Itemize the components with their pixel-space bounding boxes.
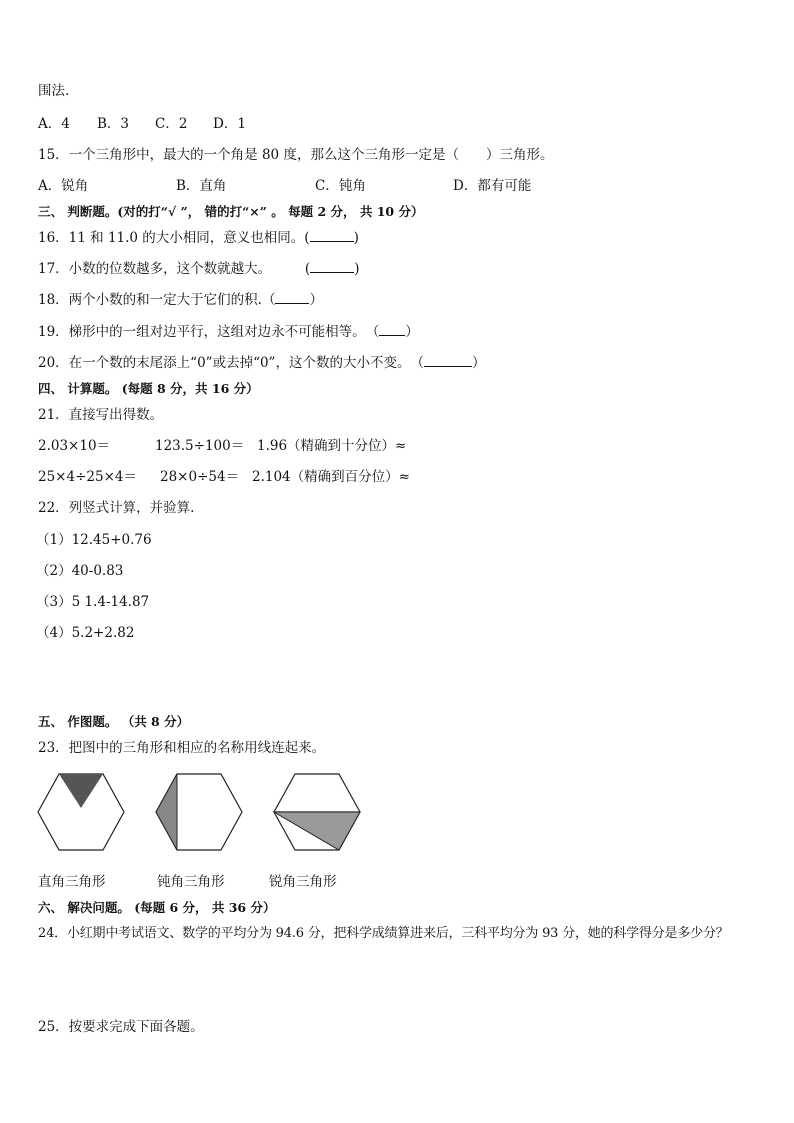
answer-paren[interactable]: （ ） <box>365 324 419 340</box>
judge-17-text: 17．小数的位数越多，这个数就越大。 <box>38 261 292 277</box>
q21-item: 2.104（精确到百分位）≈ <box>252 469 410 485</box>
q15-question: 15．一个三角形中，最大的一个角是 80 度，那么这个三角形一定是（ ）三角形。 <box>38 147 554 163</box>
judge-18 <box>38 291 323 309</box>
answer-paren[interactable]: ( ) <box>304 230 359 246</box>
q21-item: 28×0÷54＝ <box>160 469 240 485</box>
section-6-heading: 六、 解决问题。 (每题 6 分， 共 36 分） <box>38 900 276 915</box>
q14-option-b: B．3 <box>97 116 130 132</box>
judge-16 <box>38 229 359 247</box>
hexagon-right-triangle <box>36 770 126 854</box>
hexagon-obtuse-triangle <box>154 770 244 854</box>
hexagon-figures <box>36 770 376 854</box>
section-3-heading: 三、 判断题。(对的打“√ ”， 错的打“×” 。 每题 2 分， 共 10 分） <box>38 204 424 219</box>
judge-17 <box>38 260 360 278</box>
q22-item-4: （4）5.2+2.82 <box>36 625 135 641</box>
q23-title: 23．把图中的三角形和相应的名称用线连起来。 <box>38 740 326 756</box>
q22-item-1: （1）12.45+0.76 <box>36 532 152 548</box>
q15-option-c: C．钝角 <box>315 178 366 194</box>
judge-20 <box>38 354 485 372</box>
q14-option-c: C．2 <box>155 116 188 132</box>
q14-option-d: D．1 <box>213 116 246 132</box>
q22-item-3: （3）5 1.4-14.87 <box>36 594 150 610</box>
judge-19 <box>38 323 419 341</box>
q21-item: 25×4÷25×4＝ <box>38 469 137 485</box>
section-5-heading: 五、 作图题。 （共 8 分） <box>38 714 190 729</box>
q21-item: 123.5÷100＝ <box>155 438 245 454</box>
answer-paren[interactable]: （ ） <box>410 355 486 371</box>
q15-option-b: B．直角 <box>176 178 227 194</box>
label-acute-triangle[interactable]: 锐角三角形 <box>269 874 337 890</box>
q21-title: 21．直接写出得数。 <box>38 407 164 423</box>
q22-item-2: （2）40-0.83 <box>36 563 124 579</box>
judge-18-text: 18．两个小数的和一定大于它们的积. <box>38 292 262 308</box>
q21-item: 1.96（精确到十分位）≈ <box>257 438 407 454</box>
judge-19-text: 19．梯形中的一组对边平行，这组对边永不可能相等。 <box>38 324 366 340</box>
label-obtuse-triangle[interactable]: 钝角三角形 <box>157 874 225 890</box>
q24-question: 24．小红期中考试语文、数学的平均分为 94.6 分，把科学成绩算进来后，三科平均分为 93 分，她的科学得分是多少分？ <box>38 926 729 941</box>
q22-title: 22．列竖式计算，并验算. <box>38 500 195 516</box>
hexagon-acute-triangle <box>272 770 362 854</box>
q15-option-a: A．锐角 <box>38 178 89 194</box>
q14-option-a: A．4 <box>38 116 70 132</box>
intro-tail: 围法. <box>38 83 70 99</box>
q25-question: 25．按要求完成下面各题。 <box>38 1019 204 1035</box>
answer-paren[interactable]: ( ) <box>291 261 360 277</box>
section-4-heading: 四、 计算题。 (每题 8 分，共 16 分） <box>38 381 259 396</box>
q15-option-d: D．都有可能 <box>453 178 532 194</box>
judge-20-text: 20．在一个数的末尾添上“0”或去掉“0”，这个数的大小不变。 <box>38 355 411 371</box>
judge-16-text: 16．11 和 11.0 的大小相同，意义也相同。 <box>38 230 305 246</box>
q21-item: 2.03×10＝ <box>38 438 111 454</box>
label-right-triangle[interactable]: 直角三角形 <box>38 874 106 890</box>
answer-paren[interactable]: （ ） <box>261 292 323 308</box>
